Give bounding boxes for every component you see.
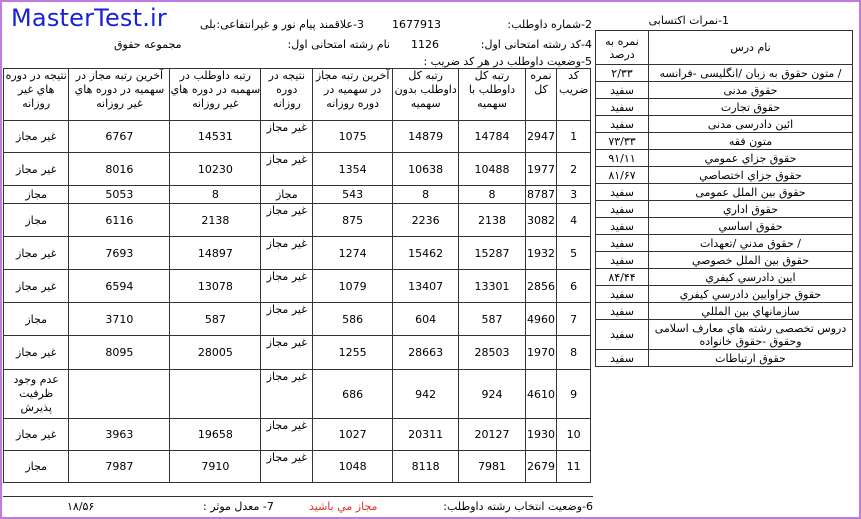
- cell-rank-quota: 924: [459, 370, 525, 419]
- table-row: [4, 153, 591, 186]
- cell-coef: 7: [557, 303, 591, 336]
- grade-subject: حقوق مدنی: [649, 82, 853, 99]
- cell-rank-nonday: 2138: [170, 204, 261, 237]
- cell-result-day: غیر مجاز: [261, 121, 313, 153]
- grade-percent: سفید: [596, 320, 649, 350]
- grade-percent: ۸۱/۶۷: [596, 167, 649, 184]
- grade-percent: ۹۱/۱۱: [596, 150, 649, 167]
- table-row: [4, 237, 591, 270]
- grade-row: [596, 116, 853, 133]
- average-value: ۱۸/۵۶: [67, 500, 95, 513]
- grade-row: [596, 82, 853, 99]
- grade-row: [596, 201, 853, 218]
- table-row: [4, 336, 591, 370]
- cell-result-nonday: غیر مجاز: [4, 336, 69, 370]
- cell-result-day: غیر مجاز: [261, 270, 313, 303]
- candidate-number: 1677913: [392, 18, 441, 31]
- grade-subject: حقوق اداري: [649, 201, 853, 218]
- table-row: [4, 370, 591, 419]
- col-last-rank-day: آخرین رتبه مجاز در سهمیه در دوره روزانه: [313, 69, 393, 121]
- table-row: [4, 121, 591, 153]
- grade-row: [596, 218, 853, 235]
- grade-subject: حقوق جزاوايين دادرسي كيفري: [649, 286, 853, 303]
- cell-result-nonday: غیر مجاز: [4, 153, 69, 186]
- cell-last-nonday: 7693: [69, 237, 170, 270]
- cell-rank-noquota: 604: [392, 303, 458, 336]
- grade-percent: سفید: [596, 99, 649, 116]
- field-name-label: نام رشته امتحانی اول:: [287, 38, 390, 51]
- cell-coef: 8: [557, 336, 591, 370]
- cell-last-nonday: 8095: [69, 336, 170, 370]
- table-row: [4, 303, 591, 336]
- grade-percent: سفید: [596, 201, 649, 218]
- cell-result-day: غیر مجاز: [261, 303, 313, 336]
- grade-row: [596, 269, 853, 286]
- cell-result-day: مجاز: [261, 186, 313, 204]
- cell-result-day: غیر مجاز: [261, 451, 313, 483]
- grades-col-subject: نام درس: [649, 31, 853, 65]
- cell-rank-noquota: 14879: [392, 121, 458, 153]
- candidate-number-label: 2-شماره داوطلب:: [507, 18, 592, 31]
- grade-row: [596, 150, 853, 167]
- cell-result-day: غیر مجاز: [261, 237, 313, 270]
- cell-result-day: غیر مجاز: [261, 336, 313, 370]
- grade-subject: ائین دادرسی مدنی: [649, 116, 853, 133]
- table-row: [4, 270, 591, 303]
- cell-rank-quota: 14784: [459, 121, 525, 153]
- grades-table: [595, 30, 853, 367]
- grade-subject: حقوق جزاي اختصاصي: [649, 167, 853, 184]
- status-title: 5-وضعیت داوطلب در هر کد ضریب :: [423, 55, 592, 68]
- field-code: 1126: [411, 38, 439, 51]
- cell-result-nonday: غیر مجاز: [4, 237, 69, 270]
- cell-last-nonday: 6594: [69, 270, 170, 303]
- cell-last-day: 875: [313, 204, 393, 237]
- grade-subject: / متون حقوق به زبان /انگلیسی -فرانسه: [649, 65, 853, 82]
- cell-score: 2947: [525, 121, 557, 153]
- grade-percent: ۲/۳۳: [596, 65, 649, 82]
- cell-score: 3082: [525, 204, 557, 237]
- grade-percent: سفید: [596, 235, 649, 252]
- cell-score: 4610: [525, 370, 557, 419]
- cell-coef: 5: [557, 237, 591, 270]
- cell-score: 2856: [525, 270, 557, 303]
- col-score: نمره کل: [525, 69, 557, 121]
- cell-result-day: غیر مجاز: [261, 419, 313, 451]
- cell-last-day: 1354: [313, 153, 393, 186]
- grade-row: [596, 184, 853, 201]
- cell-rank-noquota: 15462: [392, 237, 458, 270]
- grade-row: [596, 65, 853, 82]
- cell-result-day: غیر مجاز: [261, 370, 313, 419]
- footer-bar: [3, 496, 593, 516]
- cell-result-nonday: غیر مجاز: [4, 270, 69, 303]
- grade-subject: حقوق ارتباطات: [649, 350, 853, 367]
- cell-last-day: 1255: [313, 336, 393, 370]
- cell-coef: 4: [557, 204, 591, 237]
- col-rank-noquota: رتبه کل داوطلب بدون سهمیه: [392, 69, 458, 121]
- cell-last-day: 543: [313, 186, 393, 204]
- grade-percent: ۷۳/۳۳: [596, 133, 649, 150]
- cell-last-day: 1079: [313, 270, 393, 303]
- cell-rank-quota: 15287: [459, 237, 525, 270]
- cell-score: 1977: [525, 153, 557, 186]
- table-row: [4, 204, 591, 237]
- cell-rank-nonday: 28005: [170, 336, 261, 370]
- col-result-nonday: نتیجه در دوره هاي غیر روزانه: [4, 69, 69, 121]
- grade-row: [596, 350, 853, 367]
- status-table: [3, 68, 591, 483]
- col-result-day: نتیجه در دوره روزانه: [261, 69, 313, 121]
- cell-last-day: 686: [313, 370, 393, 419]
- cell-rank-noquota: 2236: [392, 204, 458, 237]
- cell-rank-nonday: 14531: [170, 121, 261, 153]
- cell-rank-nonday: 587: [170, 303, 261, 336]
- table-row: [4, 419, 591, 451]
- cell-rank-quota: 28503: [459, 336, 525, 370]
- cell-coef: 10: [557, 419, 591, 451]
- cell-coef: 2: [557, 153, 591, 186]
- cell-last-day: 1048: [313, 451, 393, 483]
- col-coef: کد ضریب: [557, 69, 591, 121]
- cell-last-nonday: 6767: [69, 121, 170, 153]
- cell-last-nonday: 6116: [69, 204, 170, 237]
- cell-score: 4960: [525, 303, 557, 336]
- cell-coef: 3: [557, 186, 591, 204]
- grade-subject: حقوق جزاي عمومي: [649, 150, 853, 167]
- selection-label: 6-وضعیت انتخاب رشته داوطلب:: [443, 500, 593, 513]
- cell-rank-nonday: 13078: [170, 270, 261, 303]
- cell-coef: 6: [557, 270, 591, 303]
- selection-value: مجاز مي باشيد: [309, 500, 378, 513]
- cell-rank-nonday: 10230: [170, 153, 261, 186]
- cell-rank-noquota: 942: [392, 370, 458, 419]
- grade-subject: ايين دادرسي كيفري: [649, 269, 853, 286]
- cell-score: 1970: [525, 336, 557, 370]
- grade-subject: حقوق بین الملل خصوصي: [649, 252, 853, 269]
- cell-last-day: 1075: [313, 121, 393, 153]
- cell-rank-quota: 2138: [459, 204, 525, 237]
- cell-last-nonday: 7987: [69, 451, 170, 483]
- cell-last-nonday: 8016: [69, 153, 170, 186]
- cell-rank-nonday: 19658: [170, 419, 261, 451]
- cell-rank-quota: 10488: [459, 153, 525, 186]
- grade-percent: سفید: [596, 252, 649, 269]
- grade-subject: دروس تخصصی رشته هاي معارف اسلامی وحقوق -حقوق خانواده: [649, 320, 853, 350]
- field-name: مجموعه حقوق: [114, 38, 182, 51]
- cell-score: 1930: [525, 419, 557, 451]
- cell-rank-nonday: 14897: [170, 237, 261, 270]
- col-rank-quota: رتبه کل داوطلب با سهمیه: [459, 69, 525, 121]
- cell-score: 8787: [525, 186, 557, 204]
- cell-last-nonday: 3710: [69, 303, 170, 336]
- cell-rank-noquota: 8118: [392, 451, 458, 483]
- grade-percent: سفید: [596, 184, 649, 201]
- cell-coef: 1: [557, 121, 591, 153]
- cell-result-nonday: غیر مجاز: [4, 419, 69, 451]
- cell-last-nonday: [69, 370, 170, 419]
- cell-last-day: 1027: [313, 419, 393, 451]
- grade-percent: سفید: [596, 116, 649, 133]
- grade-subject: حقوق بین الملل عمومی: [649, 184, 853, 201]
- grades-col-percent: نمره به درصد: [596, 31, 649, 65]
- grade-row: [596, 167, 853, 184]
- grade-row: [596, 235, 853, 252]
- cell-rank-nonday: 7910: [170, 451, 261, 483]
- cell-last-nonday: 5053: [69, 186, 170, 204]
- cell-result-day: غیر مجاز: [261, 153, 313, 186]
- cell-result-nonday: مجاز: [4, 303, 69, 336]
- cell-coef: 9: [557, 370, 591, 419]
- cell-rank-quota: 587: [459, 303, 525, 336]
- col-last-rank-nonday: آخرین رتبه مجاز در سهمیه در دوره هاي غیر روزانه: [69, 69, 170, 121]
- col-rank-nonday: رتبه داوطلب در سهمیه در دوره هاي غیر روزانه: [170, 69, 261, 121]
- interest-value: بلی: [200, 18, 216, 31]
- grade-row: [596, 99, 853, 116]
- average-label: 7- معدل موثر :: [203, 500, 274, 513]
- grade-percent: سفید: [596, 218, 649, 235]
- cell-result-nonday: مجاز: [4, 204, 69, 237]
- cell-rank-noquota: 28663: [392, 336, 458, 370]
- cell-rank-noquota: 8: [392, 186, 458, 204]
- grades-title: 1-نمرات اکتسابی: [648, 14, 729, 27]
- interest-label: 3-علاقمند پیام نور و غیرانتفاعی:: [216, 18, 364, 31]
- cell-last-day: 586: [313, 303, 393, 336]
- grade-row: [596, 320, 853, 350]
- grade-row: [596, 303, 853, 320]
- cell-coef: 11: [557, 451, 591, 483]
- grade-percent: ۸۴/۴۴: [596, 269, 649, 286]
- cell-rank-noquota: 10638: [392, 153, 458, 186]
- cell-result-nonday: عدم وجود ظرفیت پذیرش: [4, 370, 69, 419]
- grade-subject: متون فقه: [649, 133, 853, 150]
- grade-percent: سفید: [596, 303, 649, 320]
- cell-rank-quota: 8: [459, 186, 525, 204]
- cell-rank-noquota: 20311: [392, 419, 458, 451]
- grade-subject: سازمانهاي بين المللي: [649, 303, 853, 320]
- grade-row: [596, 133, 853, 150]
- grade-row: [596, 252, 853, 269]
- table-row: [4, 186, 591, 204]
- cell-last-day: 1274: [313, 237, 393, 270]
- grade-row: [596, 286, 853, 303]
- site-logo: MasterTest.ir: [11, 4, 167, 32]
- cell-rank-quota: 13301: [459, 270, 525, 303]
- cell-rank-quota: 7981: [459, 451, 525, 483]
- grade-percent: سفید: [596, 82, 649, 99]
- field-code-label: 4-کد رشته امتحانی اول:: [480, 38, 592, 51]
- grade-percent: سفید: [596, 286, 649, 303]
- cell-score: 1932: [525, 237, 557, 270]
- grade-subject: حقوق تجارت: [649, 99, 853, 116]
- cell-rank-nonday: 8: [170, 186, 261, 204]
- cell-rank-nonday: [170, 370, 261, 419]
- cell-last-nonday: 3963: [69, 419, 170, 451]
- grade-subject: / حقوق مدني /تعهدات: [649, 235, 853, 252]
- cell-rank-noquota: 13407: [392, 270, 458, 303]
- cell-result-day: غیر مجاز: [261, 204, 313, 237]
- table-row: [4, 451, 591, 483]
- grade-percent: سفید: [596, 350, 649, 367]
- cell-rank-quota: 20127: [459, 419, 525, 451]
- cell-result-nonday: غیر مجاز: [4, 121, 69, 153]
- grade-subject: حقوق اساسي: [649, 218, 853, 235]
- cell-result-nonday: مجاز: [4, 451, 69, 483]
- cell-score: 2679: [525, 451, 557, 483]
- cell-result-nonday: مجاز: [4, 186, 69, 204]
